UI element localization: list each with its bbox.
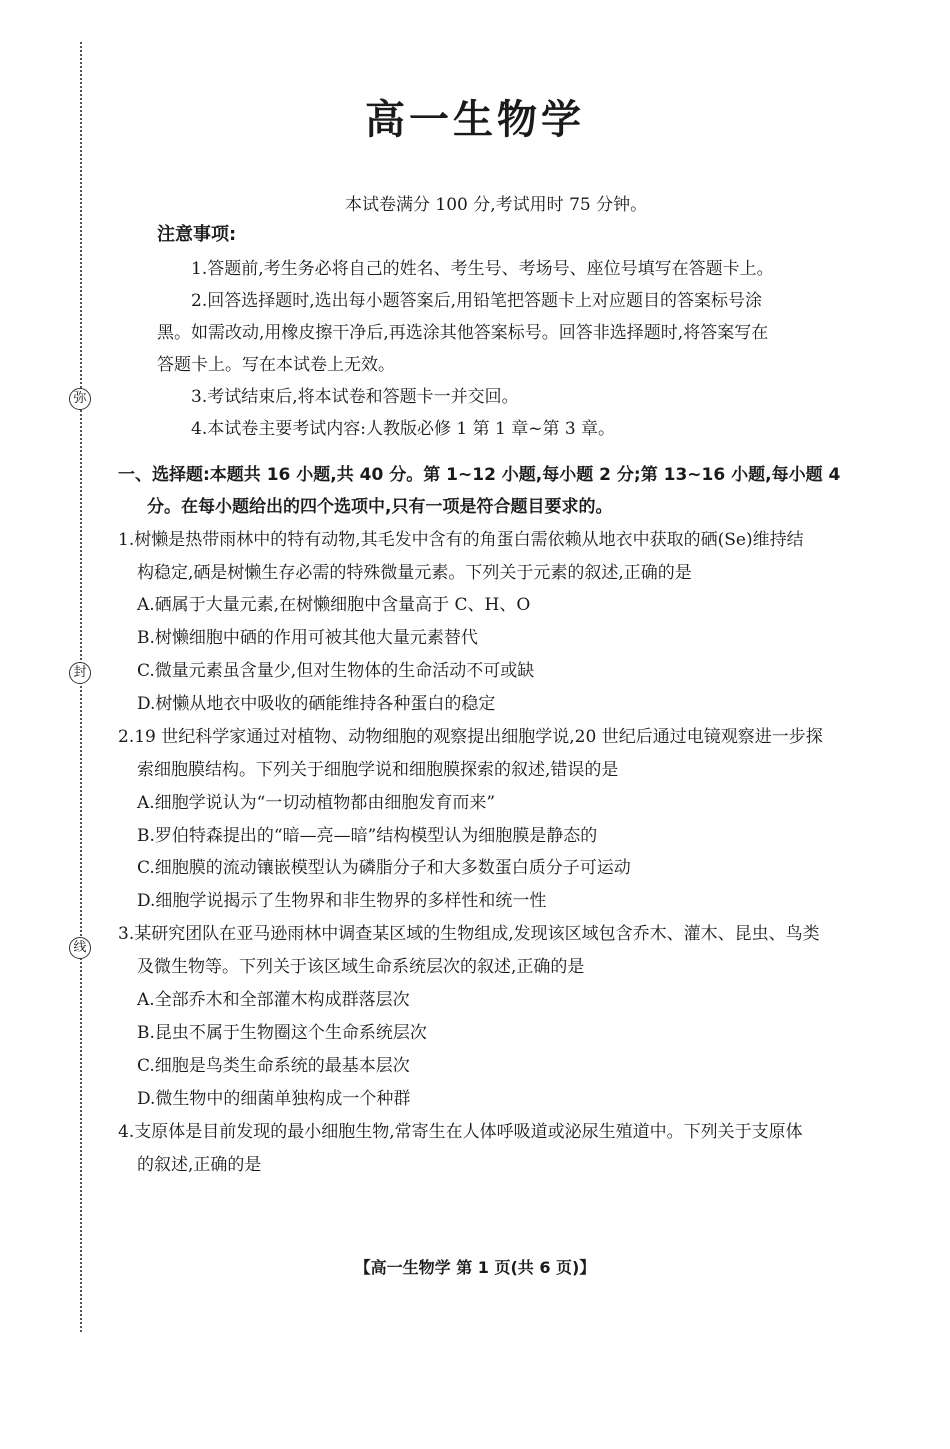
page-footer: 【高一生物学 第 1 页(共 6 页)】 bbox=[354, 1258, 596, 1277]
question-stem: 的叙述,正确的是 bbox=[137, 1155, 262, 1175]
question-stem: 1.树懒是热带雨林中的特有动物,其毛发中含有的角蛋白需依赖从地衣中获取的硒(Se)维持结 bbox=[118, 530, 804, 550]
page-title: 高一生物学 bbox=[365, 97, 585, 143]
question-option: A.细胞学说认为“一切动植物都由细胞发育而来” bbox=[137, 793, 496, 813]
question-stem: 构稳定,硒是树懒生存必需的特殊微量元素。下列关于元素的叙述,正确的是 bbox=[137, 563, 692, 583]
notice-heading: 注意事项: bbox=[157, 224, 237, 245]
notice-line: 4.本试卷主要考试内容:人教版必修 1 第 1 章~第 3 章。 bbox=[191, 419, 616, 439]
question-stem: 及微生物等。下列关于该区域生命系统层次的叙述,正确的是 bbox=[137, 957, 585, 977]
question-option: D.树懒从地衣中吸收的硒能维持各种蛋白的稳定 bbox=[137, 694, 496, 714]
binding-dotted-line bbox=[80, 42, 82, 1332]
notice-line: 1.答题前,考生务必将自己的姓名、考生号、考场号、座位号填写在答题卡上。 bbox=[191, 259, 774, 279]
notice-line: 黑。如需改动,用橡皮擦干净后,再选涂其他答案标号。回答非选择题时,将答案写在 bbox=[157, 323, 769, 343]
binding-seal-char: 弥 bbox=[69, 388, 91, 410]
question-option: C.细胞膜的流动镶嵌模型认为磷脂分子和大多数蛋白质分子可运动 bbox=[137, 858, 631, 878]
binding-seal-char: 线 bbox=[69, 937, 91, 959]
question-option: C.细胞是鸟类生命系统的最基本层次 bbox=[137, 1056, 410, 1076]
question-option: C.微量元素虽含量少,但对生物体的生命活动不可或缺 bbox=[137, 661, 535, 681]
section-heading: 一、选择题:本题共 16 小题,共 40 分。第 1~12 小题,每小题 2 分;第 13~16 小题,每小题 4 bbox=[118, 465, 841, 485]
question-option: B.罗伯特森提出的“暗—亮—暗”结构模型认为细胞膜是静态的 bbox=[137, 826, 598, 846]
question-stem: 4.支原体是目前发现的最小细胞生物,常寄生在人体呼吸道或泌尿生殖道中。下列关于支原体 bbox=[118, 1122, 803, 1142]
notice-line: 3.考试结束后,将本试卷和答题卡一并交回。 bbox=[191, 387, 519, 407]
question-option: D.微生物中的细菌单独构成一个种群 bbox=[137, 1089, 411, 1109]
question-option: A.硒属于大量元素,在树懒细胞中含量高于 C、H、O bbox=[137, 595, 531, 615]
notice-line: 答题卡上。写在本试卷上无效。 bbox=[157, 355, 395, 375]
section-heading: 分。在每小题给出的四个选项中,只有一项是符合题目要求的。 bbox=[147, 497, 613, 517]
binding-seal-char: 封 bbox=[69, 662, 91, 684]
question-option: A.全部乔木和全部灌木构成群落层次 bbox=[137, 990, 410, 1010]
notice-line: 2.回答选择题时,选出每小题答案后,用铅笔把答题卡上对应题目的答案标号涂 bbox=[191, 291, 763, 311]
question-stem: 2.19 世纪科学家通过对植物、动物细胞的观察提出细胞学说,20 世纪后通过电镜观察进一步探 bbox=[118, 727, 823, 747]
exam-info: 本试卷满分 100 分,考试用时 75 分钟。 bbox=[345, 195, 648, 215]
question-option: D.细胞学说揭示了生物界和非生物界的多样性和统一性 bbox=[137, 891, 547, 911]
question-stem: 3.某研究团队在亚马逊雨林中调查某区域的生物组成,发现该区域包含乔木、灌木、昆虫、鸟类 bbox=[118, 924, 820, 944]
question-option: B.树懒细胞中硒的作用可被其他大量元素替代 bbox=[137, 628, 478, 648]
question-option: B.昆虫不属于生物圈这个生命系统层次 bbox=[137, 1023, 427, 1043]
question-stem: 索细胞膜结构。下列关于细胞学说和细胞膜探索的叙述,错误的是 bbox=[137, 760, 619, 780]
